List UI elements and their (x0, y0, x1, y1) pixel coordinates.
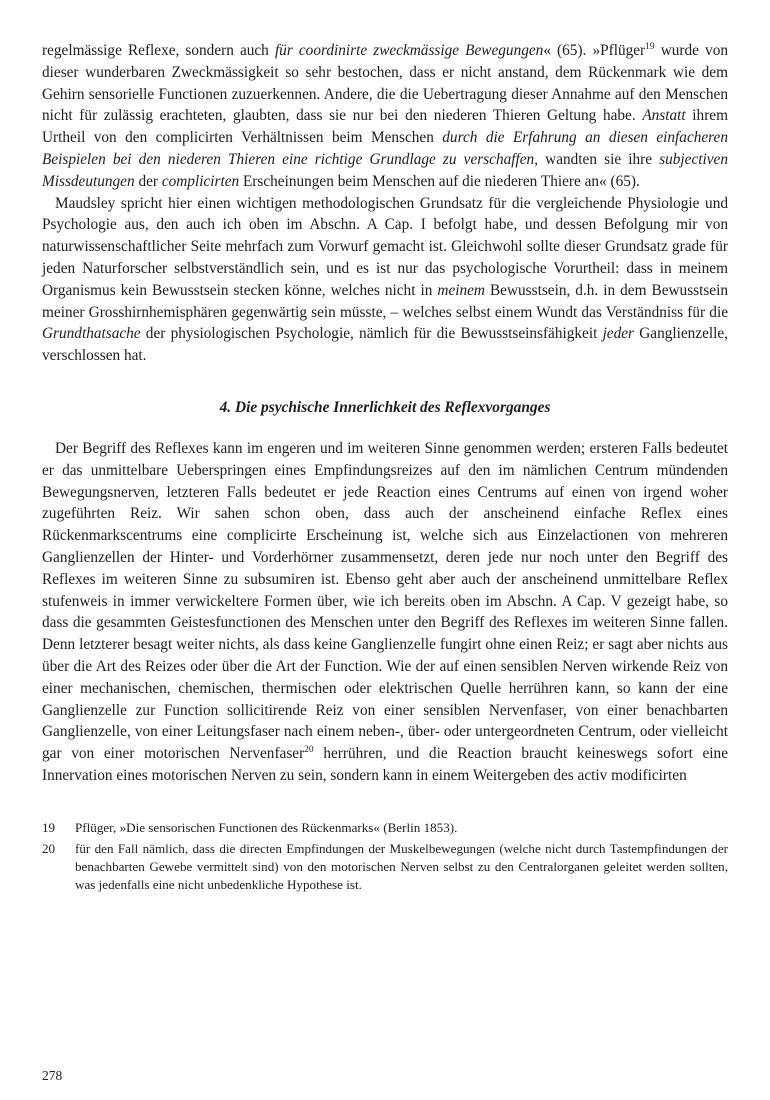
footnote-number: 19 (42, 819, 56, 835)
footnote-text: Pflüger, »Die sensorischen Functionen des Rückenmarks« (Berlin 1853). (75, 819, 458, 835)
footnote-number: 20 (42, 840, 56, 856)
footnote (42, 840, 728, 895)
paragraph-maudsley-commentary: Maudsley spricht hier einen wichtigen methodologischen Grundsatz für die vergleichende Physiologie und Psychologie aus, den auch ich oben im Abschn. A Cap. I befolgt habe, und dessen Befolgung mir von naturwissenschaftlicher Seite mehrfach zum Vorwurf gemacht ist. Gleichwohl sollte dieser Grundsatz grade für jeden Naturforscher selbstverständlich sein, und es ist nur das psychologische Vorurtheil: dass in meinem Organismus kein Bewusstsein stecken könne, welches nicht in meinem Bewusstsein, d.h. in dem Bewusstsein meiner Grosshirnhemisphären gegenwärtig sein müsste, – welches selbst einem Wundt das Verständniss für die Grundthatsache der physiologischen Psychologie, nämlich für die Bewusstseinsfähigkeit jeder Ganglienzelle, verschlossen hat. (42, 194, 728, 365)
footnotes (42, 819, 728, 895)
footnote-text: für den Fall nämlich, dass die directen Empfindungen der Muskelbewegungen (welche nicht durch Tastempfindungen der benachbarten Gewebe vermittelt sind) von den motorischen Nerven selbst zu den Centralorganen geleitet werden sollten, was jedenfalls eine nicht unbedenkliche Hypothese ist. (75, 840, 728, 893)
footnote (42, 819, 728, 837)
page-number: 278 (42, 1068, 63, 1083)
section-heading: 4. Die psychische Innerlichkeit des Reflexvorganges (219, 398, 551, 416)
paragraph-reflex-concept: Der Begriff des Reflexes kann im engeren und im weiteren Sinne genommen werden; ersteren Falls bedeutet er das unmittelbare Ueberspringen eines Empfindungsreizes auf den im nämlichen Centrum mündenden Bewegungsnerven, letzteren Falls bedeutet er jede Reaction eines Centrums auf einen von irgend woher zugeführten Reiz. Wir sahen schon oben, dass auch der anscheinend einfache Reflex eines Rückenmarkscentrums eine complicirte Erscheinung ist, welche sich aus Einzelactionen von mehreren Ganglienzellen der Hinter- und Vorderhörner zusammensetzt, deren jede nur noch unter den Begriff des Reflexes im weiteren Sinne zu subsumiren ist. Ebenso geht aber auch der anscheinend unmittelbare Reflex stufenweis in immer verwickeltere Formen über, wie ich bereits oben im Abschn. A Cap. V gezeigt habe, so dass die gesammten Geistesfunctionen des Menschen unter den Begriff des Reflexes im weiteren Sinne fallen. Denn letzterer besagt weiter nichts, als dass keine Ganglienzelle fungirt ohne einen Reiz; er sagt aber nichts aus über die Art des Reizes oder über die Art der Function. Wie der auf einen sensiblen Nerven wirkende Reiz von einer mechanischen, chemischen, thermischen oder elektrischen Quelle herrühren kann, so kann der eine Ganglienzelle zur Function sollicitirende Reiz von einer sensiblen Nervenfaser, von einer benachbarten Ganglienzelle, von einer Leitungsfaser nach einem neben-, über- oder untergeordneten Centrum, oder vielleicht gar von einer motorischen Nervenfaser$^{20}$ herrühren, und die Reaction braucht keineswegs sofort eine Innervation eines motorischen Nerven zu sein, sondern kann in einem Weitergeben des activ modificirten (42, 439, 728, 784)
paragraph-continuation: regelmässige Reflexe, sondern auch für coordinirte zweckmässige Bewegungen« (65). »Pflüger$^{19}$ wurde von dieser wunderbaren Zweckmässigkeit so sehr bestochen, dass er nicht anstand, dem Rückenmark wie dem Gehirn sensorielle Functionen zuzuerkennen. Andere, die die Uebertragung dieser Annahme auf den Menschen nicht für zulässig erachteten, glaubten, dass sie nur bei den niederen Thieren Geltung habe. Anstatt ihrem Urtheil von den complicirten Verhältnissen beim Menschen durch die Erfahrung an diesen einfacheren Beispielen bei den niederen Thieren eine richtige Grundlage zu verschaffen, wandten sie ihre subjectiven Missdeutungen der complicirten Erscheinungen beim Menschen auf die niederen Thiere an« (65). (42, 41, 728, 190)
